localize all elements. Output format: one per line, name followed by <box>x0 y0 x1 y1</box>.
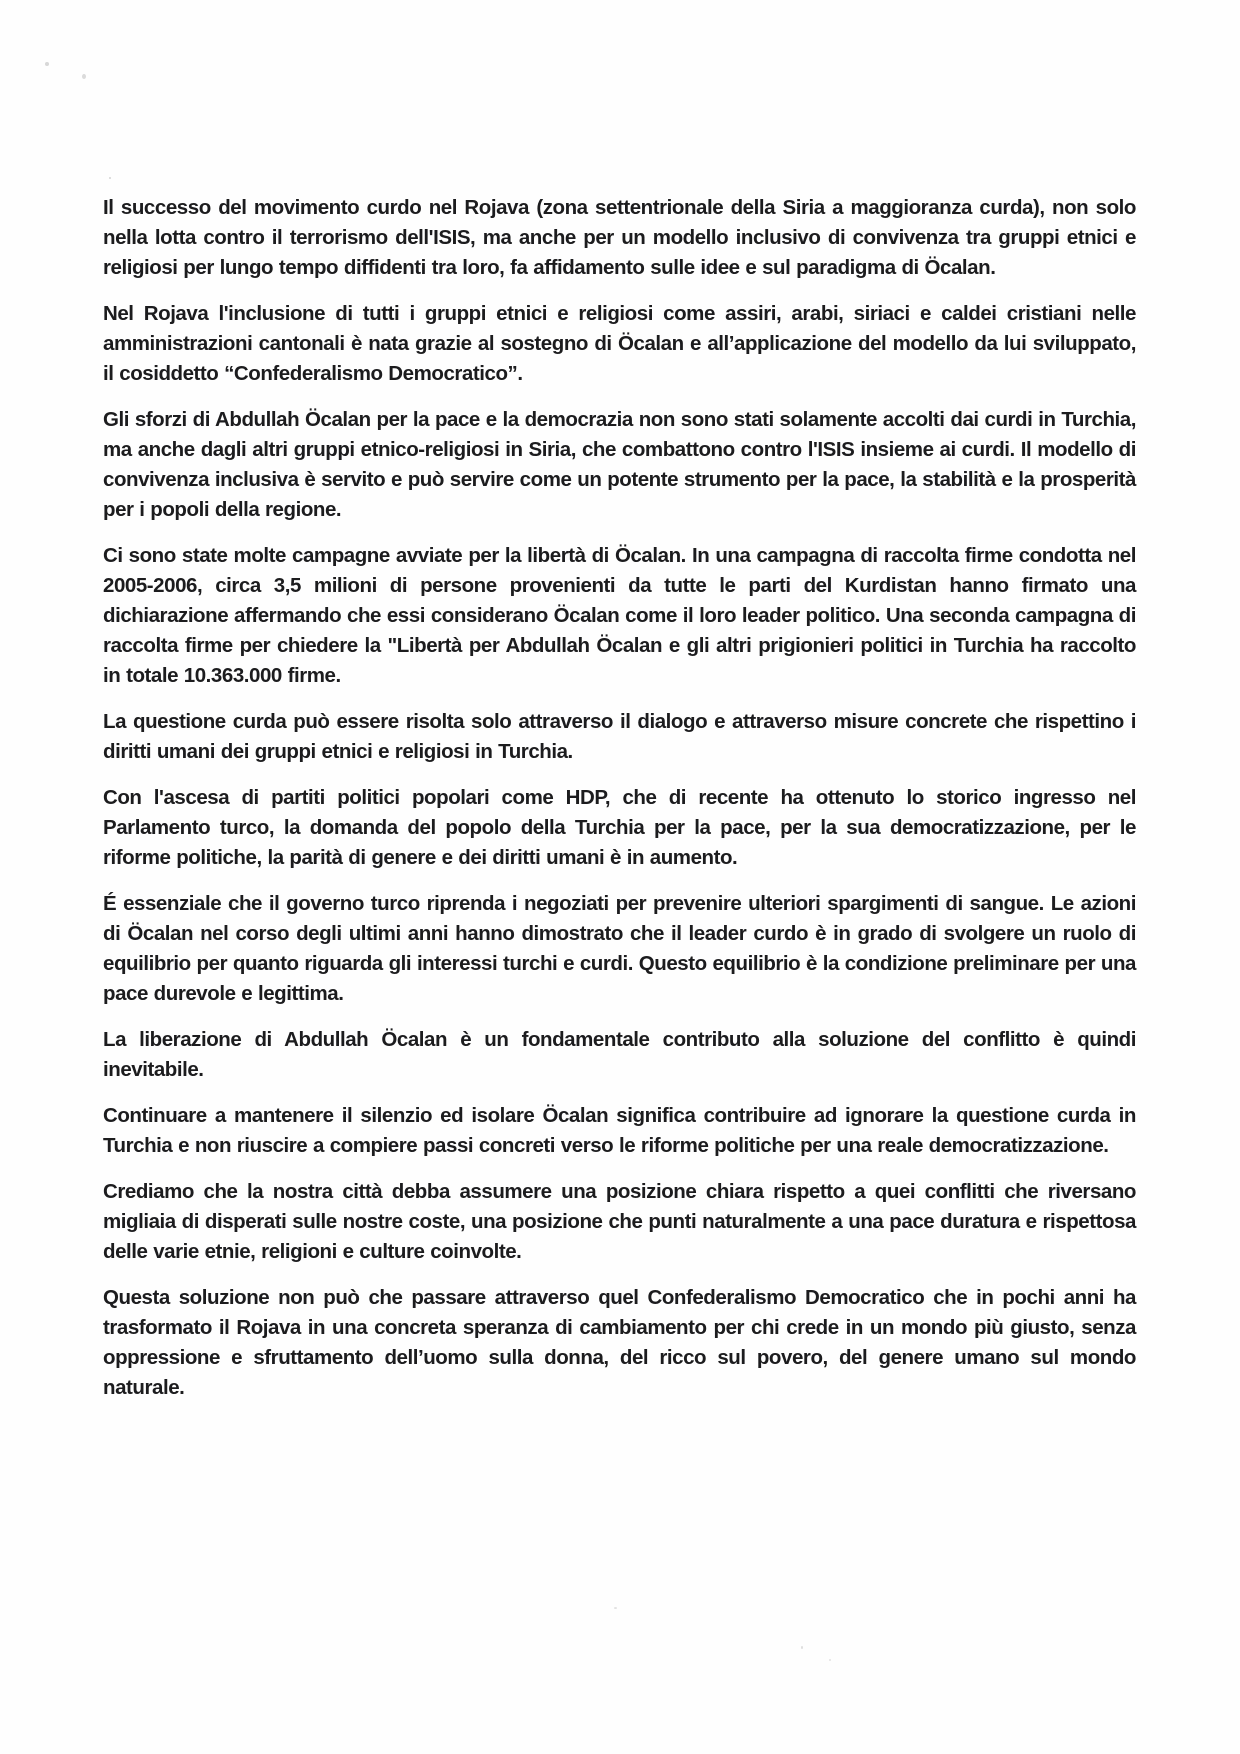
paragraph-silenzio-isolamento: Continuare a mantenere il silenzio ed isolare Öcalan significa contribuire ad ignorare la questione curda in Turchia e non riuscire a compiere passi concreti verso le riforme politiche per una reale democratizzazione. <box>103 1104 1136 1157</box>
paragraph-confederalismo: Nel Rojava l'inclusione di tutti i gruppi etnici e religiosi come assiri, arabi, siriaci e caldei cristiani nelle amministrazioni cantonali è nata grazie al sostegno di Öcalan e all’applicazione del modello da lui sviluppato, il cosiddetto “Confederalismo Democratico”. <box>103 302 1136 385</box>
scan-artifact <box>829 1659 831 1661</box>
paragraph-questione-curda: La questione curda può essere risolta solo attraverso il dialogo e attraverso misure concrete che rispettino i diritti umani dei gruppi etnici e religiosi in Turchia. <box>103 710 1136 763</box>
scan-artifact <box>82 74 86 79</box>
paragraph-liberazione: La liberazione di Abdullah Öcalan è un fondamentale contributo alla soluzione del conflitto è quindi inevitabile. <box>103 1028 1136 1081</box>
scan-artifact <box>614 1607 617 1609</box>
paragraph-soluzione-finale: Questa soluzione non può che passare attraverso quel Confederalismo Democratico che in pochi anni ha trasformato il Rojava in una concreta speranza di cambiamento per chi crede in un mondo più giusto, senza oppressione e sfruttamento dell’uomo sulla donna, del ricco sul povero, del genere umano sul mondo naturale. <box>103 1286 1136 1399</box>
paragraph-governo-turco: É essenziale che il governo turco riprenda i negoziati per prevenire ulteriori spargimenti di sangue. Le azioni di Öcalan nel corso degli ultimi anni hanno dimostrato che il leader curdo è in grado di svolgere un ruolo di equilibrio per quanto riguarda gli interessi turchi e curdi. Questo equilibrio è la condizione preliminare per una pace durevole e legittima. <box>103 892 1136 1005</box>
paragraph-rojava-success: Il successo del movimento curdo nel Rojava (zona settentrionale della Siria a maggioranza curda), non solo nella lotta contro il terrorismo dell'ISIS, ma anche per un modello inclusivo di convivenza tra gruppi etnici e religiosi per lungo tempo diffidenti tra loro, fa affidamento sulle idee e sul paradigma di Öcalan. <box>103 196 1136 279</box>
scan-artifact <box>109 177 111 179</box>
paragraph-campagne-firme: Ci sono state molte campagne avviate per la libertà di Öcalan. In una campagna di raccolta firme condotta nel 2005-2006, circa 3,5 milioni di persone provenienti da tutte le parti del Kurdistan hanno firmato una dichiarazione affermando che essi considerano Öcalan come il loro leader politico. Una seconda campagna di raccolta firme per chiedere la "Libertà per Abdullah Öcalan e gli altri prigionieri politici in Turchia ha raccolto in totale 10.363.000 firme. <box>103 544 1136 687</box>
paragraph-ascesa-hdp: Con l'ascesa di partiti politici popolari come HDP, che di recente ha ottenuto lo storico ingresso nel Parlamento turco, la domanda del popolo della Turchia per la pace, per la sua democratizzazione, per le riforme politiche, la parità di genere e dei diritti umani è in aumento. <box>103 786 1136 869</box>
scan-artifact <box>45 62 49 66</box>
paragraph-posizione-citta: Crediamo che la nostra città debba assumere una posizione chiara rispetto a quei conflitti che riversano migliaia di disperati sulle nostre coste, una posizione che punti naturalmente a una pace duratura e rispettosa delle varie etnie, religioni e culture coinvolte. <box>103 1180 1136 1263</box>
paragraph-sforzi-ocalan: Gli sforzi di Abdullah Öcalan per la pace e la democrazia non sono stati solamente accolti dai curdi in Turchia, ma anche dagli altri gruppi etnico-religiosi in Siria, che combattono contro l'ISIS insieme ai curdi. Il modello di convivenza inclusiva è servito e può servire come un potente strumento per la pace, la stabilità e la prosperità per i popoli della regione. <box>103 408 1136 521</box>
document-body-text <box>103 193 1136 1419</box>
scan-artifact <box>801 1646 803 1649</box>
